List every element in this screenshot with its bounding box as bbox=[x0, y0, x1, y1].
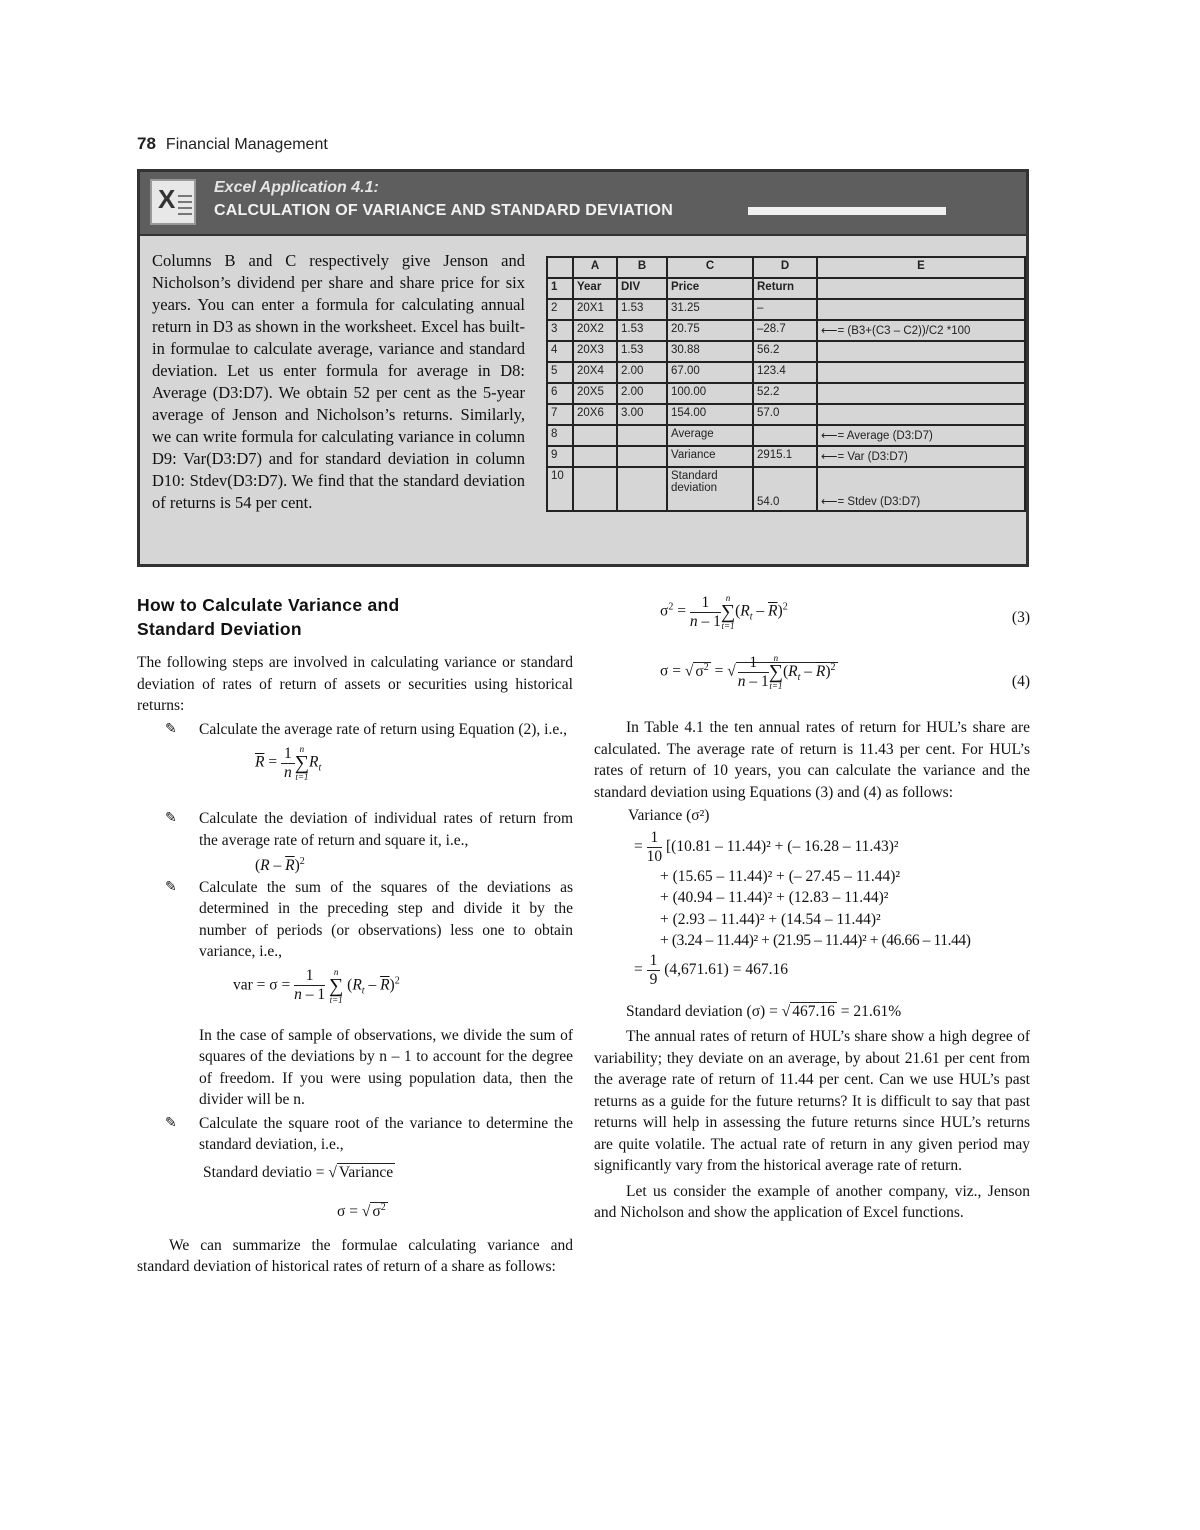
ws-cell[interactable]: 31.25 bbox=[667, 299, 753, 320]
ws-cell[interactable] bbox=[817, 404, 1025, 425]
ws-cell[interactable] bbox=[617, 446, 667, 467]
left-column bbox=[137, 593, 573, 1278]
step-3: ✎ Calculate the sum of the squares of the deviations as determined in the preceding step and divide it by the number of periods (or observations) less one to obtain variance, i.e., bbox=[165, 878, 573, 961]
ws-cell[interactable]: 20X5 bbox=[573, 383, 617, 404]
ws-cell[interactable] bbox=[573, 425, 617, 446]
excel-subtitle: Excel Application 4.1: bbox=[214, 179, 379, 196]
pencil-icon: ✎ bbox=[165, 721, 177, 737]
ws-row bbox=[547, 341, 1025, 362]
ws-cell[interactable]: Year bbox=[573, 278, 617, 299]
sd-result: Standard deviation (σ) = √ 467.16 = 21.61% bbox=[626, 1002, 902, 1020]
ws-row-number[interactable]: 1 bbox=[547, 278, 573, 299]
pencil-icon: ✎ bbox=[165, 1115, 177, 1131]
ws-cell[interactable]: 67.00 bbox=[667, 362, 753, 383]
ws-col-header bbox=[547, 257, 573, 278]
step-1: ✎ Calculate the average rate of return using Equation (2), i.e., bbox=[137, 719, 573, 741]
ws-cell[interactable] bbox=[817, 341, 1025, 362]
ws-cell[interactable]: Average bbox=[667, 425, 753, 446]
page-number: 78 bbox=[137, 134, 156, 153]
calc-line-3: + (40.94 – 11.44)² + (12.83 – 11.44)² bbox=[660, 889, 889, 906]
intro-paragraph: The following steps are involved in calculating variance or standard deviation of rates of return of assets or securities using historical returns: bbox=[137, 654, 573, 714]
pencil-icon: ✎ bbox=[165, 811, 177, 826]
ws-col-header: C bbox=[667, 257, 753, 278]
ws-row-number[interactable]: 5 bbox=[547, 362, 573, 383]
ws-cell[interactable]: Standard deviation bbox=[667, 467, 753, 511]
ws-row-number[interactable]: 4 bbox=[547, 341, 573, 362]
ws-row-number[interactable]: 3 bbox=[547, 320, 573, 341]
ws-cell[interactable]: –28.7 bbox=[753, 320, 817, 341]
ws-cell[interactable]: 20.75 bbox=[667, 320, 753, 341]
hul-paragraph: In Table 4.1 the ten annual rates of return for HUL’s share are calculated. The average rate of return is 11.43 per cent. For HUL’s rates of return of 10 years, you can calculate the variance and the standard deviation using Equations (3) and (4) as follows: bbox=[594, 719, 1030, 801]
ws-cell[interactable]: ⟵= Average (D3:D7) bbox=[817, 425, 1025, 446]
ws-cell[interactable]: 1.53 bbox=[617, 341, 667, 362]
calc-line-2: + (15.65 – 11.44)² + (– 27.45 – 11.44)² bbox=[660, 867, 901, 885]
ws-cell[interactable]: 2.00 bbox=[617, 383, 667, 404]
ws-row-number[interactable]: 10 bbox=[547, 467, 573, 511]
excel-banner bbox=[140, 172, 1026, 236]
calc-line-1: = $\frac{1}{10}$ [(10.81 – 11.44)² + (– 16.28 – 11.43)² bbox=[634, 828, 899, 865]
ws-cell[interactable]: 20X3 bbox=[573, 341, 617, 362]
variance-label: Variance (σ²) bbox=[628, 807, 710, 824]
ws-cell[interactable]: 20X6 bbox=[573, 404, 617, 425]
sigma-formula: σ = √ $\sigma^2$ bbox=[337, 1202, 386, 1221]
ws-cell[interactable]: 1.53 bbox=[617, 320, 667, 341]
ws-row bbox=[547, 404, 1025, 425]
ws-cell[interactable]: DIV bbox=[617, 278, 667, 299]
ws-cell[interactable]: 2915.1 bbox=[753, 446, 817, 467]
sample-note: In the case of sample of observations, we divide the sum of squares of the deviations by n – 1 to account for the degree of freedom. If you were using population data, then the divider will be n. bbox=[199, 1026, 573, 1109]
excel-description: Columns B and C respectively give Jenson and Nicholson’s dividend per share and share price for six years. You can enter a formula for calculating annual return in D3 as shown in the worksheet. Excel has built-in formulae to calculate average, variance and standard deviation. Let us enter formula for average in D8: Average (D3:D7). We obtain 52 per cent as the 5-year average of Jenson and Nicholson’s returns. Similarly, we can write formula for calculating variance in column D9: Var(D3:D7) and for standard deviation in column D10: Stdev(D3:D7). We find that the standard deviation of returns is 54 per cent. bbox=[152, 251, 525, 512]
ws-row-number[interactable]: 9 bbox=[547, 446, 573, 467]
ws-cell[interactable]: ⟵= Var (D3:D7) bbox=[817, 446, 1025, 467]
ws-cell[interactable]: 20X1 bbox=[573, 299, 617, 320]
ws-cell[interactable]: 30.88 bbox=[667, 341, 753, 362]
ws-cell[interactable]: ⟵= Stdev (D3:D7) bbox=[817, 467, 1025, 511]
ws-row-number[interactable]: 6 bbox=[547, 383, 573, 404]
ws-row bbox=[547, 425, 1025, 446]
ws-cell[interactable]: 1.53 bbox=[617, 299, 667, 320]
ws-cell[interactable]: 2.00 bbox=[617, 362, 667, 383]
banner-decor-bar bbox=[748, 207, 946, 215]
ws-cell[interactable]: 100.00 bbox=[667, 383, 753, 404]
step-4: ✎ Calculate the square root of the variance to determine the standard deviation, i.e., bbox=[165, 1114, 573, 1154]
ws-cell[interactable] bbox=[753, 425, 817, 446]
equation-4-number: (4) bbox=[1011, 673, 1030, 690]
ws-cell[interactable]: Price bbox=[667, 278, 753, 299]
variance-formula: var = σ = $\frac{1}{n - 1}$ n ∑ t=1 $(R_t - \overline{R})^2$ bbox=[233, 966, 400, 1005]
ws-row bbox=[547, 467, 1025, 511]
ws-cell[interactable] bbox=[817, 383, 1025, 404]
ws-col-header: D bbox=[753, 257, 817, 278]
ws-cell[interactable]: ⟵= (B3+(C3 – C2))/C2 *100 bbox=[817, 320, 1025, 341]
ws-cell[interactable] bbox=[817, 362, 1025, 383]
worksheet-table bbox=[546, 256, 1026, 512]
equation-4: σ = √ $\sigma^2$ = √ $\frac{1}{n - 1}$ n ∑ t=1 $(R_t - \overline{R})^2$ (4) bbox=[660, 653, 1030, 691]
ws-row bbox=[547, 446, 1025, 467]
ws-cell[interactable]: 20X4 bbox=[573, 362, 617, 383]
excel-title: CALCULATION OF VARIANCE AND STANDARD DEVIATION bbox=[214, 202, 673, 219]
ws-cell[interactable]: 54.0 bbox=[753, 467, 817, 511]
ws-cell[interactable] bbox=[617, 425, 667, 446]
ws-cell[interactable]: Variance bbox=[667, 446, 753, 467]
ws-cell[interactable]: 154.00 bbox=[667, 404, 753, 425]
jenson-paragraph: Let us consider the example of another company, viz., Jenson and Nicholson and show the application of Excel functions. bbox=[594, 1182, 1030, 1221]
section-heading: How to Calculate Variance and Standard Deviation bbox=[137, 595, 400, 639]
ws-cell[interactable]: Return bbox=[753, 278, 817, 299]
ws-row bbox=[547, 278, 1025, 299]
calc-line-4: + (2.93 – 11.44)² + (14.54 – 11.44)² bbox=[660, 910, 881, 928]
ws-cell[interactable] bbox=[817, 299, 1025, 320]
ws-cell[interactable] bbox=[617, 467, 667, 511]
ws-col-header: A bbox=[573, 257, 617, 278]
excel-logo-icon: X bbox=[150, 179, 196, 225]
ws-cell[interactable] bbox=[817, 278, 1025, 299]
ws-row bbox=[547, 320, 1025, 341]
step-2: ✎ Calculate the deviation of individual rates of return from the average rate of return and square it, i.e., bbox=[165, 810, 573, 849]
summary-paragraph: We can summarize the formulae calculating variance and standard deviation of historical rates of return of a share as follows: bbox=[137, 1236, 573, 1276]
ws-col-header: B bbox=[617, 257, 667, 278]
ws-row bbox=[547, 383, 1025, 404]
equation-3-number: (3) bbox=[1011, 609, 1030, 626]
ws-cell[interactable]: 20X2 bbox=[573, 320, 617, 341]
right-column bbox=[594, 593, 1030, 1224]
equation-3: $\sigma^2$ = $\frac{1}{n - 1}$ n ∑ t=1 $(R_t - \overline{R})^2$ (3) bbox=[660, 593, 1030, 631]
ws-cell[interactable] bbox=[573, 467, 617, 511]
page-header bbox=[137, 134, 328, 154]
ws-row-number[interactable]: 7 bbox=[547, 404, 573, 425]
ws-cell[interactable] bbox=[573, 446, 617, 467]
sd-formula: Standard deviatio = √ Variance bbox=[203, 1163, 394, 1181]
ws-cell[interactable]: 52.2 bbox=[753, 383, 817, 404]
mean-formula: $\overline{R}$ = $\frac{1}{n}$ n ∑ t=1 $R_t$ bbox=[255, 744, 322, 782]
calc-line-5: + (3.24 – 11.44)² + (21.95 – 11.44)² + (46.66 – 11.44) bbox=[660, 932, 971, 949]
ws-col-header: E bbox=[817, 257, 1025, 278]
excel-application-box bbox=[137, 169, 1029, 567]
pencil-icon: ✎ bbox=[165, 879, 177, 895]
variability-paragraph: The annual rates of return of HUL’s share show a high degree of variability; they deviate on an average, by about 21.61 per cent from the average rate of return of 11.44 per cent. Can we use HUL’s past returns as a guide for the future returns? It is difficult to say that past returns will help in assessing the future returns since HUL’s returns are quite volatile. The actual rate of return in any given period may significantly vary from the historical average rate of return. bbox=[594, 1028, 1030, 1174]
ws-cell[interactable]: 3.00 bbox=[617, 404, 667, 425]
ws-cell[interactable]: 57.0 bbox=[753, 404, 817, 425]
ws-row bbox=[547, 362, 1025, 383]
book-title: Financial Management bbox=[165, 136, 328, 153]
ws-row bbox=[547, 299, 1025, 320]
ws-row-number[interactable]: 8 bbox=[547, 425, 573, 446]
ws-cell[interactable]: 56.2 bbox=[753, 341, 817, 362]
deviation-formula: $(R - \overline{R})^2$ bbox=[255, 856, 305, 875]
ws-cell[interactable]: 123.4 bbox=[753, 362, 817, 383]
ws-cell[interactable]: – bbox=[753, 299, 817, 320]
calc-line-6: = $\frac{1}{9}$ (4,671.61) = 467.16 bbox=[634, 951, 788, 988]
ws-row-number[interactable]: 2 bbox=[547, 299, 573, 320]
